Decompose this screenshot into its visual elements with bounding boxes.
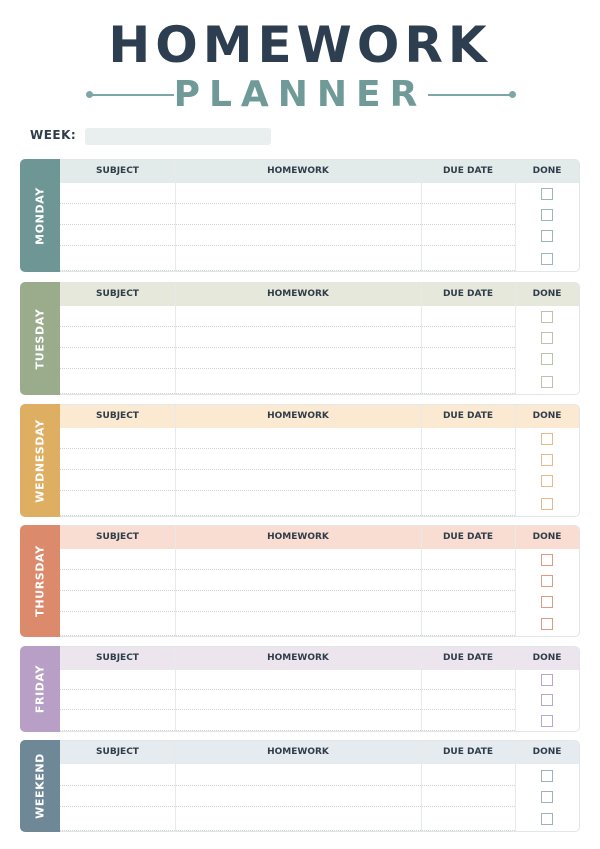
column-header-done: DONE [532,532,562,542]
done-checkbox[interactable] [541,791,553,803]
column-header-subject: SUBJECT [96,166,139,176]
column-divider [421,160,422,271]
column-divider [175,405,176,516]
table-row[interactable] [60,469,515,470]
column-header-homework: HOMEWORK [267,411,329,421]
page-subtitle: PLANNER [173,74,427,115]
done-checkbox[interactable] [541,332,553,344]
day-label: WEDNESDAY [33,418,47,503]
done-checkbox[interactable] [541,230,553,242]
decorative-dot-right [509,91,516,98]
table-row[interactable] [60,635,515,636]
table-row[interactable] [60,490,515,491]
table-row[interactable] [60,347,515,348]
table-row[interactable] [60,368,515,369]
column-divider [421,283,422,394]
table-row[interactable] [60,730,515,731]
column-header-subject: SUBJECT [96,653,139,663]
column-header-due-date: DUE DATE [442,289,494,299]
column-divider [421,526,422,636]
column-header-due-date: DUE DATE [442,166,494,176]
day-section-thursday [20,525,580,637]
column-divider [515,160,516,271]
column-divider [515,405,516,516]
done-checkbox[interactable] [541,433,553,445]
done-checkbox[interactable] [541,554,553,566]
table-row[interactable] [60,224,515,225]
table-row[interactable] [60,515,515,516]
column-header-subject: SUBJECT [96,289,139,299]
column-divider [175,160,176,271]
table-row[interactable] [60,590,515,591]
column-header-done: DONE [532,166,562,176]
day-section-tuesday [20,282,580,395]
column-header-homework: HOMEWORK [267,289,329,299]
table-row[interactable] [60,393,515,394]
column-divider [175,283,176,394]
done-checkbox[interactable] [541,353,553,365]
homework-table [60,159,580,272]
page-title: HOMEWORK [108,16,492,74]
done-checkbox[interactable] [541,674,553,686]
table-header [60,741,579,764]
column-header-done: DONE [532,411,562,421]
done-checkbox[interactable] [541,618,553,630]
table-header [60,405,579,428]
done-checkbox[interactable] [541,575,553,587]
day-section-wednesday [20,404,580,517]
done-checkbox[interactable] [541,209,553,221]
table-row[interactable] [60,785,515,786]
column-header-homework: HOMEWORK [267,532,329,542]
done-checkbox[interactable] [541,475,553,487]
column-header-due-date: DUE DATE [442,653,494,663]
day-tab [20,740,60,832]
column-header-homework: HOMEWORK [267,166,329,176]
day-tab [20,404,60,517]
column-header-due-date: DUE DATE [442,532,494,542]
column-header-due-date: DUE DATE [442,747,494,757]
table-row[interactable] [60,689,515,690]
done-checkbox[interactable] [541,715,553,727]
homework-table [60,646,580,732]
column-header-subject: SUBJECT [96,411,139,421]
table-header [60,160,579,183]
column-divider [515,647,516,731]
column-header-subject: SUBJECT [96,747,139,757]
decorative-rule-right [428,94,512,96]
week-label: WEEK: [30,128,77,142]
day-label: MONDAY [33,186,47,245]
column-header-due-date: DUE DATE [442,411,494,421]
column-header-homework: HOMEWORK [267,653,329,663]
table-header [60,647,579,670]
column-divider [175,526,176,636]
done-checkbox[interactable] [541,454,553,466]
day-section-monday [20,159,580,272]
table-row[interactable] [60,806,515,807]
day-label: THURSDAY [33,545,47,617]
column-header-done: DONE [532,747,562,757]
done-checkbox[interactable] [541,813,553,825]
table-row[interactable] [60,709,515,710]
table-row[interactable] [60,448,515,449]
table-header [60,283,579,306]
done-checkbox[interactable] [541,694,553,706]
day-section-weekend [20,740,580,832]
week-input[interactable] [85,128,271,145]
done-checkbox[interactable] [541,188,553,200]
column-divider [421,405,422,516]
table-row[interactable] [60,830,515,831]
table-row[interactable] [60,270,515,271]
column-header-subject: SUBJECT [96,532,139,542]
homework-table [60,404,580,517]
column-header-homework: HOMEWORK [267,747,329,757]
done-checkbox[interactable] [541,376,553,388]
homework-table [60,282,580,395]
done-checkbox[interactable] [541,253,553,265]
table-header [60,526,579,549]
column-divider [175,741,176,831]
day-label: FRIDAY [33,664,47,714]
day-label: TUESDAY [33,308,47,369]
homework-table [60,740,580,832]
table-row[interactable] [60,326,515,327]
day-tab [20,159,60,272]
column-divider [515,526,516,636]
homework-table [60,525,580,637]
column-divider [515,283,516,394]
day-section-friday [20,646,580,732]
table-row[interactable] [60,569,515,570]
day-tab [20,646,60,732]
done-checkbox[interactable] [541,498,553,510]
column-divider [421,741,422,831]
column-divider [515,741,516,831]
table-row[interactable] [60,203,515,204]
day-tab [20,282,60,395]
day-label: WEEKEND [33,753,47,819]
done-checkbox[interactable] [541,770,553,782]
done-checkbox[interactable] [541,596,553,608]
done-checkbox[interactable] [541,311,553,323]
table-row[interactable] [60,611,515,612]
column-header-done: DONE [532,289,562,299]
column-header-done: DONE [532,653,562,663]
table-row[interactable] [60,245,515,246]
subtitle-row [0,74,600,116]
day-tab [20,525,60,637]
